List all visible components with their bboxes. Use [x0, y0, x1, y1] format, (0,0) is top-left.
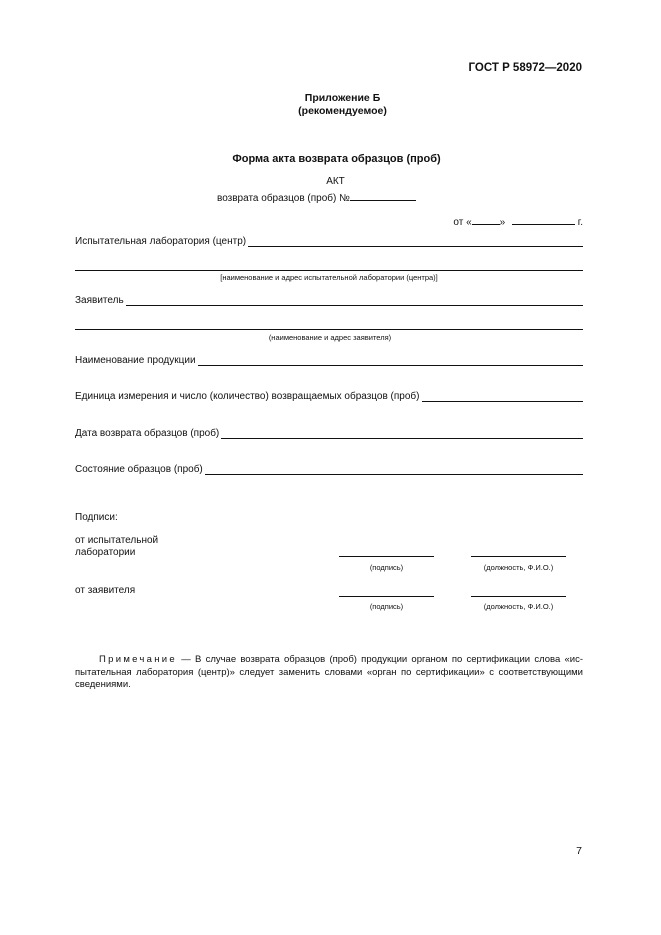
- product-label: Наименование продукции: [75, 355, 196, 366]
- note: [75, 654, 583, 692]
- applicant-position-caption: (должность, Ф.И.О.): [483, 602, 554, 611]
- product-input[interactable]: [198, 356, 583, 366]
- return-date-field: [75, 428, 583, 439]
- condition-field: [75, 464, 583, 475]
- annex-title: Приложение Б: [304, 92, 381, 104]
- date-prefix: от «: [453, 217, 472, 228]
- units-field: [75, 391, 583, 402]
- applicant-caption: (наименование и адрес заявителя): [268, 333, 392, 342]
- note-text: — В случае возврата образцов (проб) продукции органом по сертификации слова «ис-пытательная лаборатория (центр)» следует заменить словами «орган по сертификации» с соответствующими сведениями.: [75, 654, 583, 690]
- from-lab-line1: от испытательной: [75, 535, 159, 546]
- product-field: [75, 355, 583, 366]
- from-lab-label: [75, 535, 158, 559]
- note-label: Примечание: [99, 654, 177, 665]
- from-applicant-label: от заявителя: [75, 585, 136, 596]
- signatures-heading: Подписи:: [75, 512, 118, 523]
- lab-input[interactable]: [248, 237, 583, 247]
- lab-caption: [наименование и адрес испытательной лаборатории (центра)]: [220, 273, 438, 282]
- applicant-field: [75, 295, 583, 306]
- date-row: [453, 214, 583, 228]
- units-label: Единица измерения и число (количество) возвращаемых образцов (проб): [75, 391, 420, 402]
- lab-input-line2[interactable]: [75, 270, 583, 271]
- applicant-signature-caption: (подпись): [369, 602, 404, 611]
- lab-label: Испытательная лаборатория (центр): [75, 236, 247, 247]
- condition-label: Состояние образцов (проб): [75, 464, 203, 475]
- page-number: 7: [576, 845, 582, 857]
- akt-title: АКТ: [326, 176, 345, 187]
- applicant-signature-line[interactable]: [339, 596, 434, 597]
- units-input[interactable]: [422, 392, 584, 402]
- form-title: Форма акта возврата образцов (проб): [232, 153, 441, 165]
- standard-number: ГОСТ Р 58972—2020: [468, 62, 582, 74]
- lab-position-line[interactable]: [471, 556, 566, 557]
- annex-heading: [0, 92, 661, 118]
- return-date-input[interactable]: [221, 429, 583, 439]
- from-lab-line2: лаборатории: [75, 547, 136, 558]
- annex-status: (рекомендуемое): [298, 105, 387, 117]
- lab-position-caption: (должность, Ф.И.О.): [483, 563, 554, 572]
- return-date-label: Дата возврата образцов (проб): [75, 428, 220, 439]
- akt-number-row: [217, 190, 416, 204]
- applicant-input[interactable]: [126, 296, 583, 306]
- applicant-input-line2[interactable]: [75, 329, 583, 330]
- lab-signature-line[interactable]: [339, 556, 434, 557]
- date-suffix: г.: [577, 217, 583, 228]
- applicant-position-line[interactable]: [471, 596, 566, 597]
- condition-input[interactable]: [205, 465, 583, 475]
- lab-field: [75, 236, 583, 247]
- date-day-field[interactable]: [472, 214, 500, 225]
- date-month-field[interactable]: [512, 214, 575, 225]
- akt-number-label: возврата образцов (проб) №: [217, 193, 350, 204]
- applicant-label: Заявитель: [75, 295, 124, 306]
- lab-signature-caption: (подпись): [369, 563, 404, 572]
- date-mid: »: [499, 217, 506, 228]
- akt-number-field[interactable]: [350, 190, 416, 201]
